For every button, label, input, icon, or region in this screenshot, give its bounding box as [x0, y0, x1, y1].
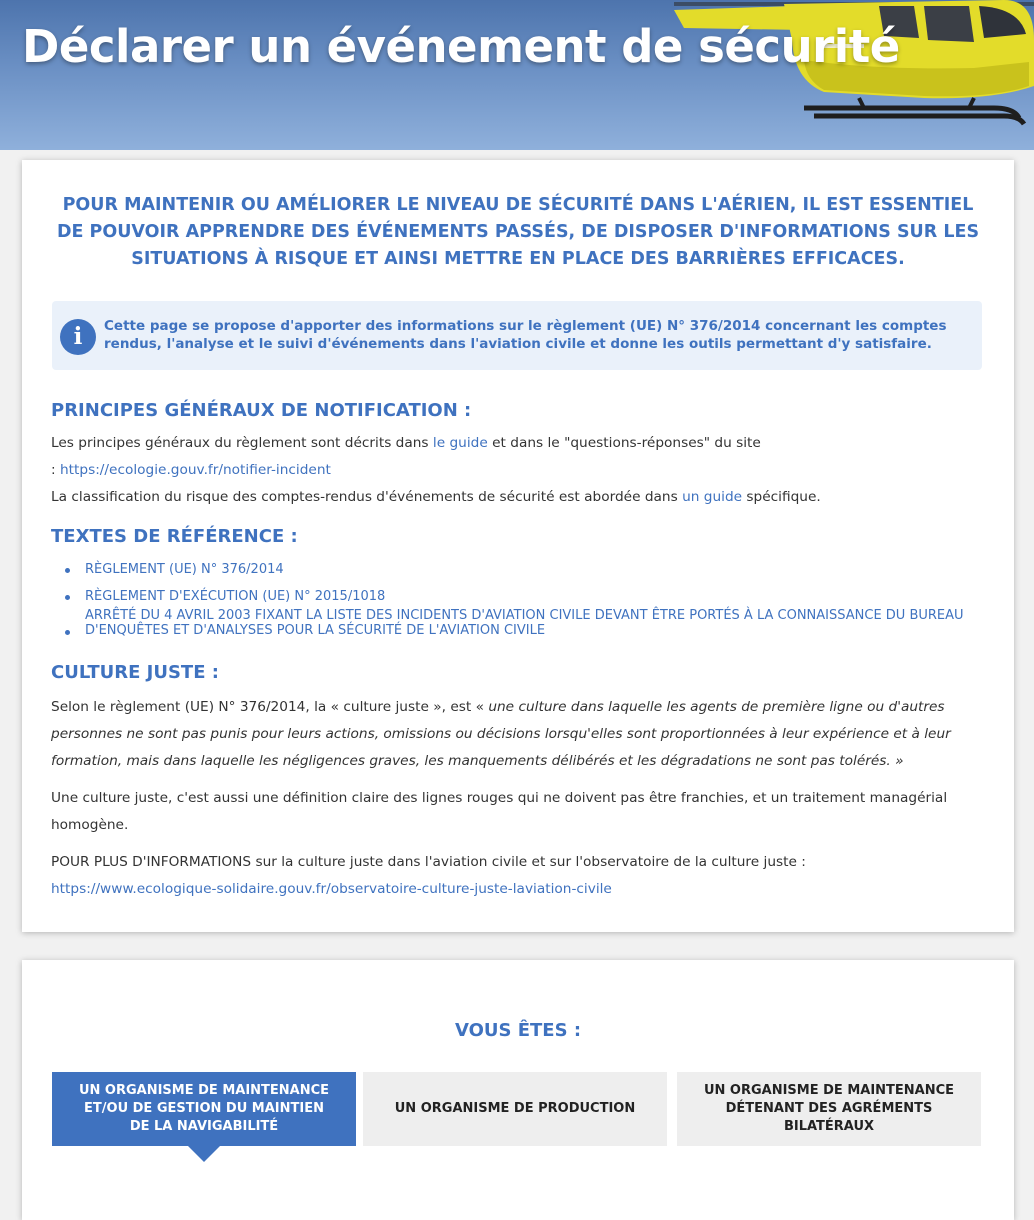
active-choice-arrow: [188, 1146, 220, 1162]
culture-paragraph: Une culture juste, c'est aussi une définition claire des lignes rouges qui ne doivent pas être franchies, et un traitement managérial homogène.: [51, 790, 948, 833]
info-card: [22, 160, 1014, 932]
info-callout: [52, 301, 982, 370]
observatoire-link[interactable]: https://www.ecologique-solidaire.gouv.fr/observatoire-culture-juste-laviation-civile: [51, 881, 612, 897]
more-info-text: POUR PLUS D'INFORMATIONS sur la culture juste dans l'aviation civile et sur l'observatoire de la culture juste :: [51, 854, 806, 870]
hero-banner: [0, 0, 1034, 150]
principes-text-after: et dans le "questions-réponses" du site: [487, 435, 761, 451]
principes-colon: :: [51, 462, 60, 478]
section-title-textes: TEXTES DE RÉFÉRENCE :: [51, 526, 298, 547]
reference-link[interactable]: RÈGLEMENT D'EXÉCUTION (UE) N° 2015/1018: [85, 589, 386, 604]
section-title-principes: PRINCIPES GÉNÉRAUX DE NOTIFICATION :: [51, 400, 472, 421]
vous-etes-card: [22, 960, 1014, 1220]
culture-definition: [51, 694, 986, 775]
page-title: Déclarer un événement de sécurité: [22, 20, 900, 73]
reference-link[interactable]: RÈGLEMENT (UE) N° 376/2014: [85, 562, 284, 577]
culture-text: Selon le règlement (UE) N° 376/2014, la « culture juste », est «: [51, 699, 489, 715]
more-info-paragraph: [51, 849, 986, 903]
notifier-incident-link[interactable]: https://ecologie.gouv.fr/notifier-incident: [59, 462, 331, 478]
choice-production[interactable]: UN ORGANISME DE PRODUCTION: [363, 1072, 667, 1146]
choice-maintenance-bilateral[interactable]: UN ORGANISME DE MAINTENANCE DÉTENANT DES AGRÉMENTS BILATÉRAUX: [677, 1072, 981, 1146]
reference-link[interactable]: ARRÊTÉ DU 4 AVRIL 2003 FIXANT LA LISTE DES INCIDENTS D'AVIATION CIVILE DEVANT ÊTRE PORTÉS À LA CONNAISSANCE DU BUREAU D'ENQUÊTES ET D'ANALYSES POUR LA SÉCURITÉ DE L'AVIATION CIVILE: [85, 608, 995, 638]
principes-text: Les principes généraux du règlement sont décrits dans: [51, 435, 433, 451]
info-text: Cette page se propose d'apporter des informations sur le règlement (UE) N° 376/2014 concernant les comptes rendus, l'analyse et le suivi d'événements dans l'aviation civile et donne les outils permettant d'y satisfaire.: [104, 318, 947, 352]
info-icon: i: [60, 319, 96, 355]
choice-maintenance-navigabilite[interactable]: UN ORGANISME DE MAINTENANCE ET/OU DE GESTION DU MAINTIEN DE LA NAVIGABILITÉ: [52, 1072, 356, 1146]
classification-paragraph: [51, 484, 986, 511]
vous-etes-title: VOUS ÊTES :: [454, 1020, 582, 1041]
section-title-culture: CULTURE JUSTE :: [51, 662, 219, 683]
guide-link[interactable]: le guide: [432, 435, 488, 451]
principes-paragraph: [51, 430, 986, 484]
culture-quote: une culture dans laquelle les agents de première ligne ou d'autres personnes ne sont pas punis pour leurs actions, omissions ou décisions lorsqu'elles sont proportionnées à leur expérience et à leur formation, mais dans laquelle les négligences graves, les manquements délibérés et les dégradations ne sont pas tolérés. »: [51, 699, 951, 769]
classification-text-after: spécifique.: [742, 489, 821, 505]
classification-text: La classification du risque des comptes-rendus d'événements de sécurité est abordée dans: [51, 489, 683, 505]
intro-text: POUR MAINTENIR OU AMÉLIORER LE NIVEAU DE SÉCURITÉ DANS L'AÉRIEN, IL EST ESSENTIEL DE POUVOIR APPRENDRE DES ÉVÉNEMENTS PASSÉS, DE DISPOSER D'INFORMATIONS SUR LES SITUATIONS À RISQUE ET AINSI METTRE EN PLACE DES BARRIÈRES EFFICACES.: [56, 195, 980, 269]
classification-guide-link[interactable]: un guide: [682, 489, 743, 505]
